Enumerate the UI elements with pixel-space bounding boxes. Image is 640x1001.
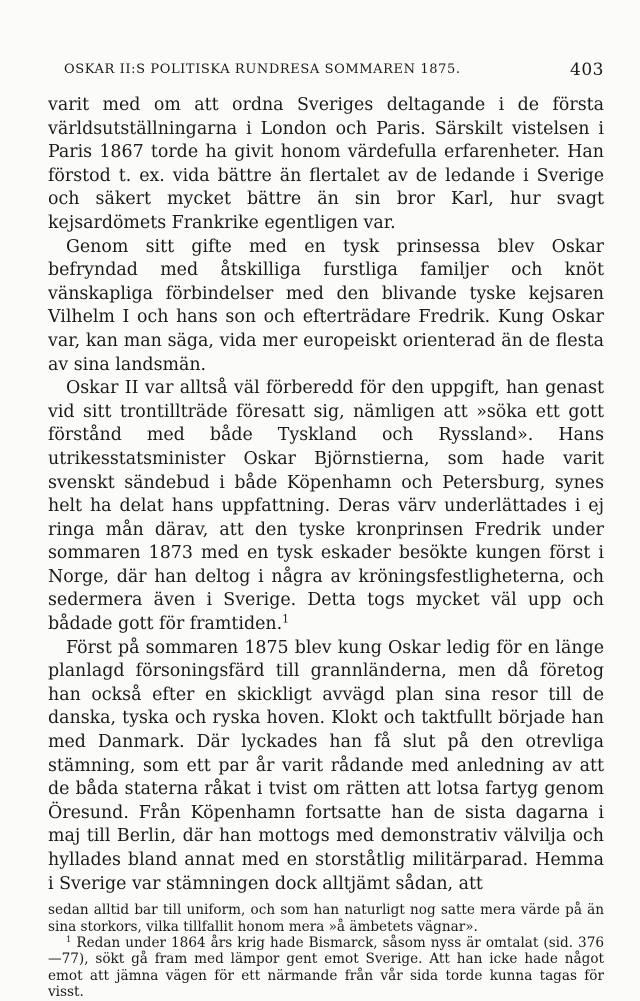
- running-header: [48, 56, 604, 88]
- footnote-number: 1: [66, 933, 72, 944]
- footnotes: [48, 902, 604, 1000]
- book-page: [48, 56, 604, 1001]
- paragraph-3-text: Oskar II var alltså väl förberedd för den uppgift, han genast vid sitt trontillträde föresatt sig, nämligen att »söka ett gott förstånd med både Tyskland och Ryssland». Hans utrikesstatsminister Oskar Björnstierna, som hade varit svenskt sändebud i både Köpenhamn och Petersburg, synes helt ha delat hans uppfattning. Deras värv underlättades i ej ringa mån därav, att den tyske kronprinsen Fredrik under sommaren 1873 med en tysk eskader besökte kungen först i Norge, där han deltog i några av kröningsfestligheterna, och sedermera även i Sverige. Detta togs mycket väl upp och bådade gott för framtiden.: [48, 378, 604, 635]
- page-number: 403: [570, 60, 604, 80]
- footnote-ref-1: 1: [282, 612, 289, 626]
- footnote-1-text: Redan under 1864 års krig hade Bismarck, såsom nyss är omtalat (sid. 376—77), sökt gå fram med lämpor gent emot Sverige. Att han icke hade något emot att jämna vägen för ett närmande från vår sida torde kunna tagas för visst.: [48, 935, 605, 1001]
- paragraph-4: Först på sommaren 1875 blev kung Oskar ledig för en länge planlagd försoningsfärd till grannländerna, men då företog han också efter en skickligt avvägd plan sina resor till de danska, tyska och ryska hoven. Klokt och taktfullt började han med Danmark. Där lyckades han få slut på den otrevliga stämning, som ett par år varit rådande med anledning av att de båda staterna råkat i tvist om rätten att lotsa fartyg genom Öresund. Från Köpenhamn fortsatte han de sista dagarna i maj till Berlin, där han mottogs med demonstrativ välvilja och hyllades bland annat med en storståtlig militärparad. Hemma i Sverige var stämningen dock alltjämt sådan, att: [48, 637, 604, 894]
- running-title: OSKAR II:S POLITISKA RUNDRESA SOMMAREN 1875.: [64, 62, 461, 77]
- main-text: [48, 94, 604, 896]
- footnote-1: [48, 935, 604, 1001]
- paragraph-3: [48, 377, 604, 637]
- paragraph-2: Genom sitt gifte med en tysk prinsessa blev Oskar befryndad med åtskilliga furstliga familjer och knöt vänskapliga förbindelser med den blivande tyske kejsaren Vilhelm I och hans son och efterträdare Fredrik. Kung Oskar var, kan man säga, vida mer europeiskt orienterad än de flesta av sina landsmän.: [48, 236, 604, 375]
- paragraph-1: varit med om att ordna Sveriges deltagande i de första världsutställningarna i London och Paris. Särskilt vistelsen i Paris 1867 torde ha givit honom värdefulla erfarenheter. Han förstod t. ex. vida bättre än flertalet av de ledande i Sverige och säkert mycket bättre än sin bror Karl, hur svagt kejsardömets Frankrike egentligen var.: [48, 95, 604, 233]
- footnote-continued: sedan alltid bar till uniform, och som han naturligt nog satte mera värde på än sina storkors, vilka tillfallit honom mera »å ämbetets vägnar».: [48, 902, 604, 935]
